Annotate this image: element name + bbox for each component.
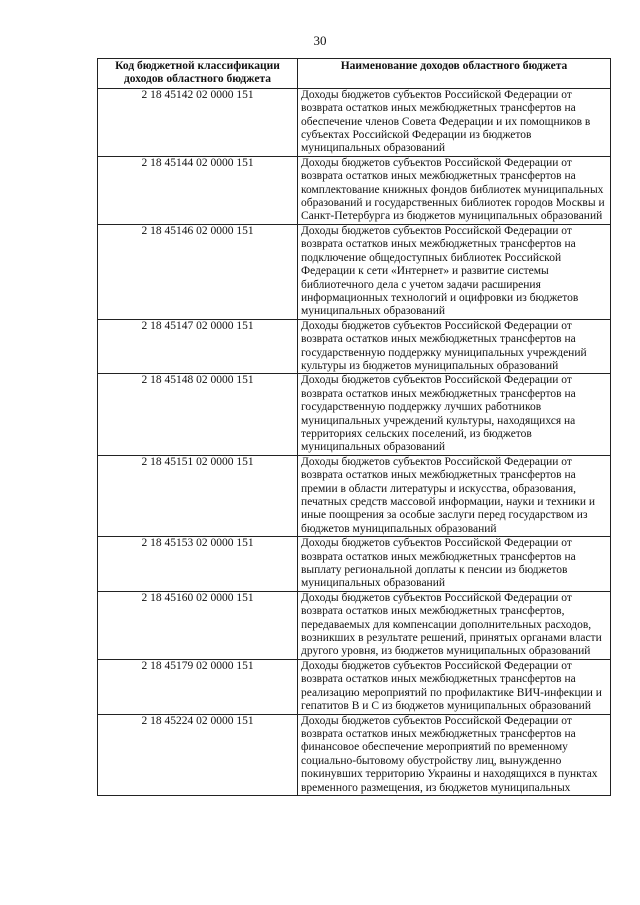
budget-code: 2 18 45146 02 0000 151 [98, 224, 298, 319]
page-number: 30 [313, 33, 327, 48]
table-row [98, 224, 611, 319]
table-row [98, 156, 611, 224]
revenue-name: Доходы бюджетов субъектов Российской Федерации от возврата остатков иных межбюджетных трансфертов на государственную поддержку лучших работников муниципальных учреждений культуры, находящихся на территориях сельских поселений, из бюджетов муниципальных образований [298, 374, 611, 455]
revenue-name: Доходы бюджетов субъектов Российской Федерации от возврата остатков иных межбюджетных трансфертов на выплату региональной доплаты к пенсии из бюджетов муниципальных образований [298, 537, 611, 592]
budget-code: 2 18 45151 02 0000 151 [98, 455, 298, 536]
budget-classification-table [97, 58, 611, 796]
revenue-name: Доходы бюджетов субъектов Российской Федерации от возврата остатков иных межбюджетных трансфертов на реализацию мероприятий по профилактике ВИЧ-инфекции и гепатитов B и C из бюджетов муниципальных образований [298, 659, 611, 714]
table-header-row [98, 59, 611, 89]
revenue-name: Доходы бюджетов субъектов Российской Федерации от возврата остатков иных межбюджетных трансфертов на государственную поддержку муниципальных учреждений культуры из бюджетов муниципальных образований [298, 319, 611, 374]
header-name: Наименование доходов областного бюджета [298, 59, 611, 89]
header-code: Код бюджетной классификации доходов областного бюджета [98, 59, 298, 89]
budget-code: 2 18 45144 02 0000 151 [98, 156, 298, 224]
budget-code: 2 18 45153 02 0000 151 [98, 537, 298, 592]
table-row [98, 319, 611, 374]
budget-code: 2 18 45224 02 0000 151 [98, 714, 298, 795]
revenue-name: Доходы бюджетов субъектов Российской Федерации от возврата остатков иных межбюджетных трансфертов на премии в области литературы и искусства, образования, печатных средств массовой информации, науки и техники и иные поощрения за особые заслуги перед государством из бюджетов муниципальных образований [298, 455, 611, 536]
budget-code: 2 18 45179 02 0000 151 [98, 659, 298, 714]
table-row [98, 714, 611, 795]
budget-code: 2 18 45142 02 0000 151 [98, 88, 298, 156]
table-row [98, 591, 611, 659]
budget-code: 2 18 45148 02 0000 151 [98, 374, 298, 455]
budget-code: 2 18 45160 02 0000 151 [98, 591, 298, 659]
revenue-name: Доходы бюджетов субъектов Российской Федерации от возврата остатков иных межбюджетных трансфертов на финансовое обеспечение мероприятий по временному социально-бытовому обустройству лиц, вынужденно покинувших территорию Украины и находящихся в пунктах временного размещения, из бюджетов муниципальных [298, 714, 611, 795]
table-row [98, 659, 611, 714]
revenue-name: Доходы бюджетов субъектов Российской Федерации от возврата остатков иных межбюджетных трансфертов на комплектование книжных фондов библиотек муниципальных образований и государственных библиотек городов Москвы и Санкт-Петербурга из бюджетов муниципальных образований [298, 156, 611, 224]
table-row [98, 88, 611, 156]
revenue-name: Доходы бюджетов субъектов Российской Федерации от возврата остатков иных межбюджетных трансфертов на подключение общедоступных библиотек Российской Федерации к сети «Интернет» и развитие системы библиотечного дела с учетом задачи расширения информационных технологий и оцифровки из бюджетов муниципальных образований [298, 224, 611, 319]
revenue-name: Доходы бюджетов субъектов Российской Федерации от возврата остатков иных межбюджетных трансфертов, передаваемых для компенсации дополнительных расходов, возникших в результате решений, принятых органами власти другого уровня, из бюджетов муниципальных образований [298, 591, 611, 659]
budget-code: 2 18 45147 02 0000 151 [98, 319, 298, 374]
table-row [98, 455, 611, 536]
table-row [98, 374, 611, 455]
table-row [98, 537, 611, 592]
revenue-name: Доходы бюджетов субъектов Российской Федерации от возврата остатков иных межбюджетных трансфертов на обеспечение членов Совета Федерации и их помощников в субъектах Российской Федерации из бюджетов муниципальных образований [298, 88, 611, 156]
